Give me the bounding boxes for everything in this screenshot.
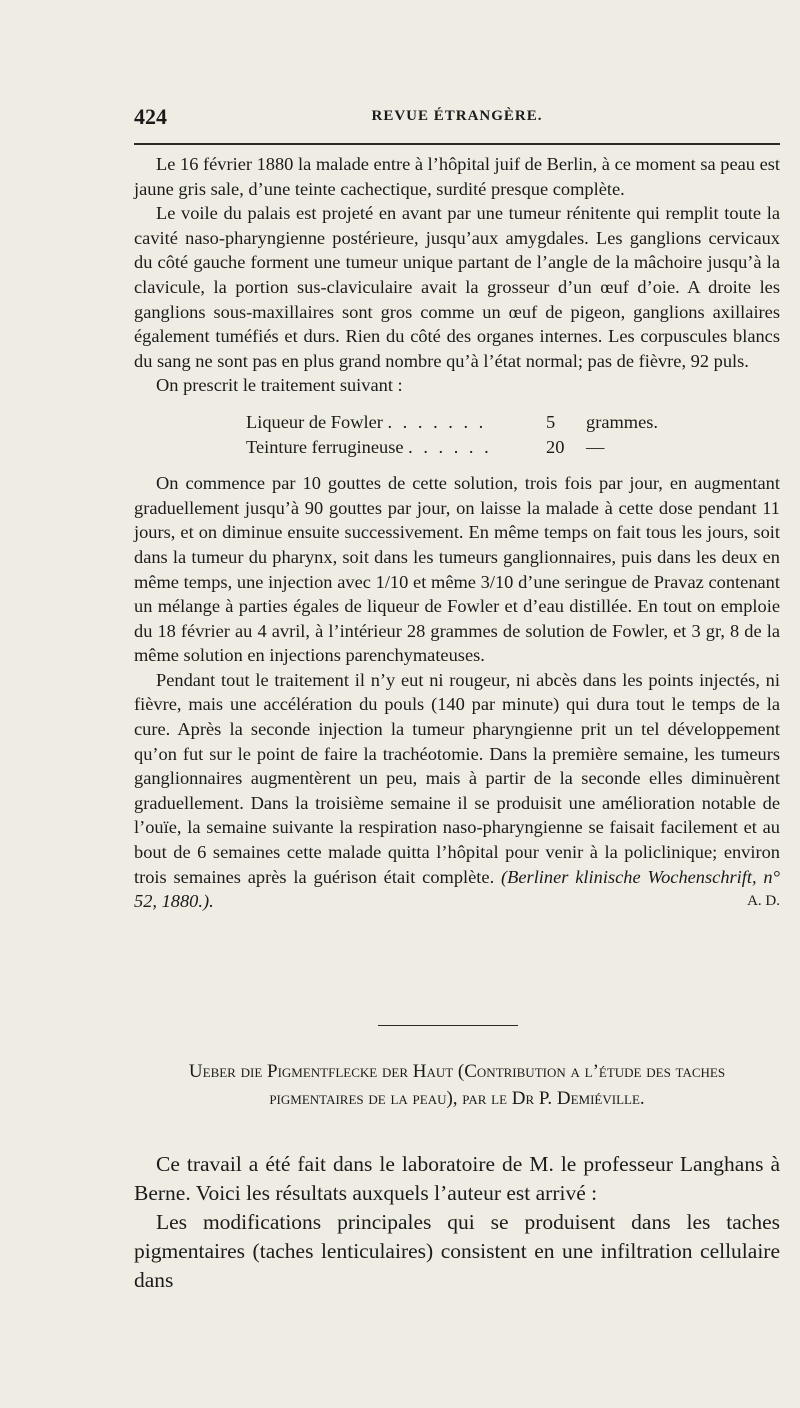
paragraph: Les modifications principales qui se produisent dans les taches pigmentaires (taches lenticulaires) consistent en une infiltration cellulaire dans	[134, 1210, 780, 1292]
prescription-row	[246, 435, 780, 460]
author-signature: A. D.	[747, 893, 780, 910]
title-line: Ueber die Pigmentflecke der Haut (Contribution a l’étude des taches	[188, 1061, 726, 1082]
paragraph	[134, 668, 780, 914]
page-number: 424	[134, 104, 167, 129]
running-title: REVUE ÉTRANGÈRE.	[371, 108, 543, 124]
citation: (Berliner klinische Wochenschrift, n° 52, 1880.).	[134, 866, 780, 912]
header-rule	[134, 143, 780, 145]
prescription-row	[246, 410, 780, 435]
ingredient: Teinture ferrugineuse	[246, 436, 404, 457]
paragraph: Le voile du palais est projeté en avant par une tumeur rénitente qui remplit toute la cavité naso-pharyngienne postérieure, jusqu’aux amygdales. Les ganglions cervicaux du côté gauche forment une tumeur unique partant de l’angle de la mâchoire jusqu’à la clavicule, la portion sus-claviculaire avait la grosseur d’un œuf d’oie. A droite les ganglions sous-maxillaires sont gros comme un œuf de pigeon, ganglions axillaires également tuméfiés et durs. Rien du côté des organes internes. Les corpuscules blancs du sang ne sont pas en plus grand nombre qu’à l’état normal; pas de fièvre, 92 puls.	[134, 203, 780, 371]
paragraph: Ce travail a été fait dans le laboratoire de M. le professeur Langhans à Berne. Voici les résultats auxquels l’auteur est arrivé :	[134, 1152, 780, 1205]
paragraph-text: Pendant tout le traitement il n’y eut ni rougeur, ni abcès dans les points injectés, ni fièvre, mais une accélération du pouls (140 par minute) qui dura tout le temps de la cure. Après la seconde injection la tumeur pharyngienne prit un tel développement qu’on fut sur le point de faire la trachéotomie. Dans la première semaine, les tumeurs ganglionnaires augmentèrent un peu, mais à partir de la seconde elles diminuèrent graduellement. Dans la troisième semaine il se produisit une amélioration notable de l’ouïe, la semaine suivante la respiration naso-pharyngienne se faisait facilement et au bout de 6 semaines cette malade quitta l’hôpital pour venir à la policlinique; environ trois semaines après la guérison était complète.	[134, 669, 780, 887]
article-body	[134, 152, 780, 914]
article-body-2	[134, 1150, 780, 1295]
unit: grammes.	[586, 411, 659, 432]
quantity: 20	[546, 436, 565, 457]
paragraph: On commence par 10 gouttes de cette solution, trois fois par jour, en augmentant graduellement jusqu’à 90 gouttes par jour, on laisse la malade à cette dose pendant 11 jours, et on diminue ensuite successivement. En même temps on fait tous les jours, soit dans la tumeur du pharynx, soit dans les tumeurs ganglionnaires, puis dans les deux en même temps, une injection avec 1/10 et même 3/10 d’une seringue de Pravaz contenant un mélange à parties égales de liqueur de Fowler et d’eau distillée. En tout on emploie du 18 février au 4 avril, à l’intérieur 28 grammes de solution de Fowler, et 3 gr, 8 de la même solution en injections parenchymateuses.	[134, 473, 780, 666]
leader-dots: . . . . . . .	[387, 411, 487, 432]
page-header	[134, 104, 780, 134]
section-divider	[378, 1025, 518, 1026]
prescription-line	[246, 410, 546, 435]
prescription	[246, 410, 780, 459]
paragraph: On prescrit le traitement suivant :	[156, 375, 403, 396]
paragraph: Le 16 février 1880 la malade entre à l’hôpital juif de Berlin, à ce moment sa peau est jaune gris sale, d’une teinte cachectique, surdité presque complète.	[134, 154, 781, 199]
unit: —	[586, 436, 605, 457]
article-title	[134, 1058, 780, 1112]
prescription-line	[246, 435, 546, 460]
leader-dots: . . . . . .	[408, 436, 492, 457]
title-line: pigmentaires de la peau), par le Dr P. Demiéville.	[269, 1088, 645, 1109]
quantity: 5	[546, 411, 556, 432]
ingredient: Liqueur de Fowler	[246, 411, 383, 432]
